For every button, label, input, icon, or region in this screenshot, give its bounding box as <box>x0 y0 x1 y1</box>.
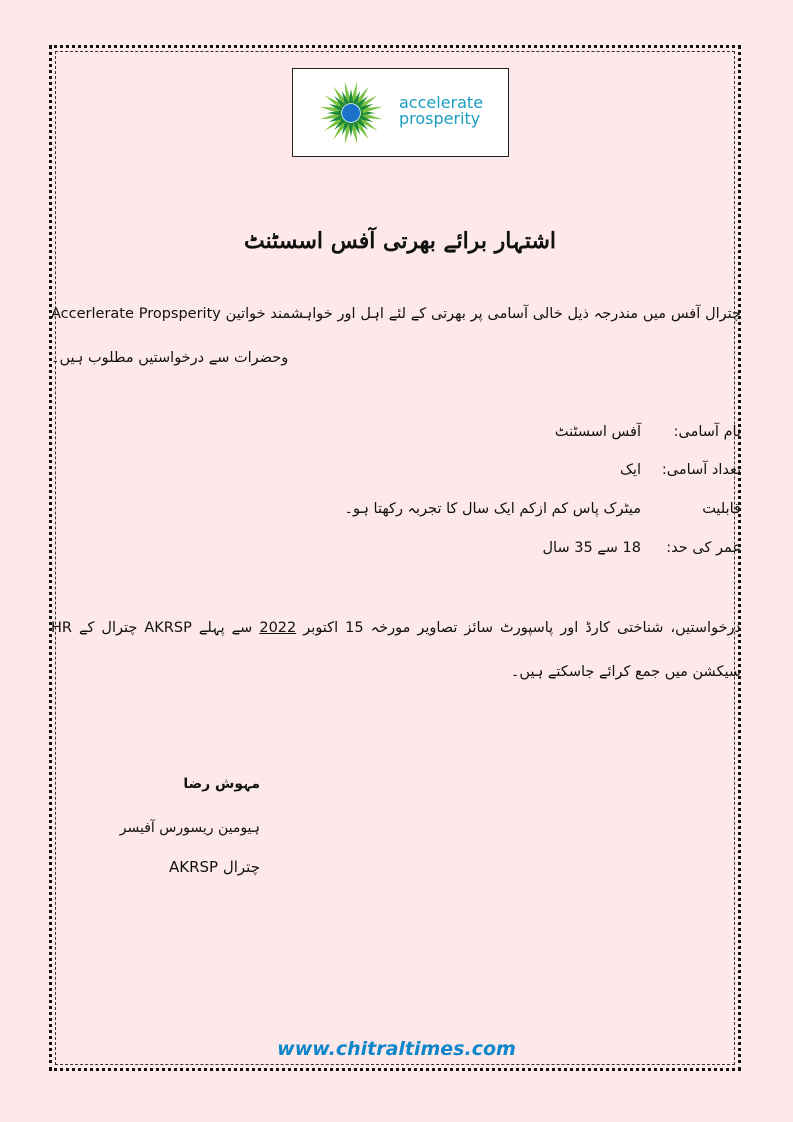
logo <box>292 68 509 157</box>
detail-label: عمر کی حد: <box>666 540 741 556</box>
logo-line-2: prosperity <box>399 109 481 128</box>
detail-value: 18 سے 35 سال <box>542 540 641 556</box>
detail-row-age <box>241 540 741 568</box>
footer-website[interactable]: www.chitraltimes.com <box>277 1038 516 1060</box>
signatory-designation: ہیومین ریسورس آفیسر <box>119 820 260 836</box>
detail-row-post <box>241 424 741 452</box>
detail-label: نام آسامی: <box>673 424 741 440</box>
signatory-name: مہوش رضا <box>183 776 260 792</box>
detail-value: آفس اسسٹنٹ <box>554 424 641 440</box>
detail-value: ایک <box>619 462 641 478</box>
detail-row-qualification <box>241 501 741 529</box>
detail-label: تعداد آسامی: <box>661 462 741 478</box>
instructions-paragraph <box>51 606 741 694</box>
instructions-text: درخواستیں، شناختی کارڈ اور پاسپورٹ سائز تصاویر مورخہ 15 اکتوبر <box>296 620 741 636</box>
intro-paragraph: Accerlerate Propsperity چترال آفس میں مندرجہ ذیل خالی آسامی پر بھرتی کے لئے اہل اور خواہشمند خواتین وحضرات سے درخواستیں مطلوب ہیں۔ <box>51 306 741 366</box>
starburst-logo-icon <box>311 78 391 148</box>
detail-row-count <box>241 462 741 490</box>
instructions-text-end: سے پہلے AKRSP چترال کے HR سیکشن میں جمع کرائے جاسکتے ہیں۔ <box>51 620 741 680</box>
detail-label: قابلیت <box>702 501 741 517</box>
deadline-year: 2022 <box>259 620 297 636</box>
page-title: اشتہار برائے بھرتی آفس اسسٹنٹ <box>243 228 557 254</box>
detail-value: میٹرک پاس کم ازکم ایک سال کا تجربہ رکھتا ہو۔ <box>344 501 641 517</box>
signatory-organization: AKRSP چترال <box>168 858 260 876</box>
logo-line-1: accelerate <box>399 93 484 112</box>
logo-text <box>399 95 483 127</box>
